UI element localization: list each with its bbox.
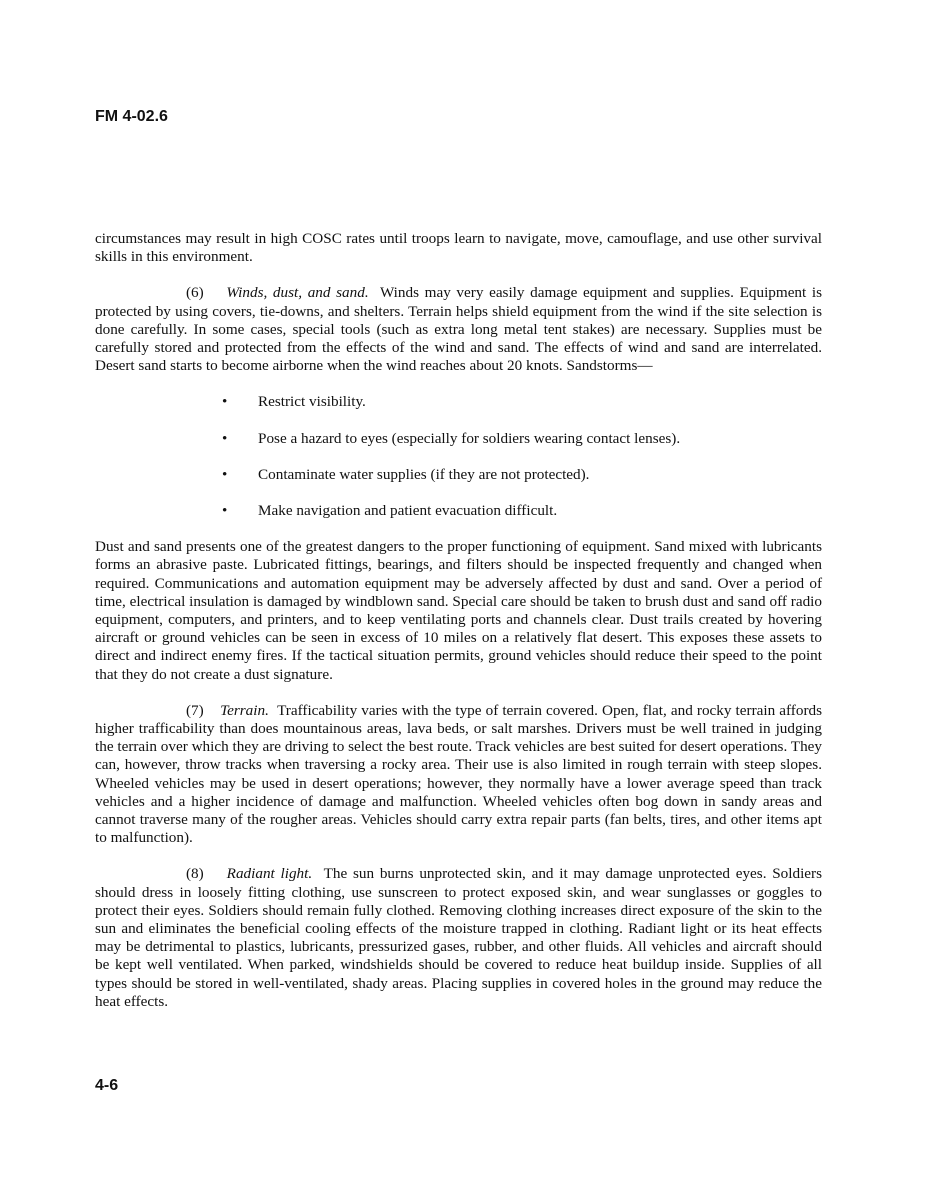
paragraph-dust-and-sand: Dust and sand presents one of the greatest dangers to the proper functioning of equipment. Sand mixed with lubricants forms an abrasive paste. Lubricated fittings, bearings, and filters should be inspected frequently and changed when required. Communications and automation equipment may be adversely affected by dust and sand. Over a period of time, electrical insulation is damaged by windblown sand. Special care should be taken to brush dust and sand off radio equipment, computers, and printers, and to keep ventilating ports and channels clear. Dust trails created by hovering aircraft or ground vehicles can be seen in excess of 10 miles on a relatively flat desert. This exposes these assets to direct and indirect enemy fires. If the tactical situation permits, ground vehicles should reduce their speed to the point that they do not create a dust signature. <box>95 538 822 683</box>
paragraph-title: Terrain. <box>220 701 269 719</box>
paragraph-continuation: circumstances may result in high COSC rates until troops learn to navigate, move, camouflage, and use other survival skills in this environment. <box>95 230 822 266</box>
paragraph-number: (6) <box>186 284 204 302</box>
list-item: • Pose a hazard to eyes (especially for soldiers wearing contact lenses). <box>222 429 681 447</box>
list-item: • Make navigation and patient evacuation difficult. <box>222 501 558 519</box>
list-item: • Contaminate water supplies (if they are not protected). <box>222 465 590 483</box>
bullet-icon: • <box>222 429 228 447</box>
paragraph-radiant-light <box>95 865 822 1011</box>
paragraph-number: (7) <box>186 701 204 719</box>
sandstorm-effects-list <box>95 393 822 520</box>
paragraph-text: The sun burns unprotected skin, and it may damage unprotected eyes. Soldiers should dress in loosely fitting clothing, use sunscreen to protect exposed skin, and wear sunglasses or goggles to protect their eyes. Soldiers should remain fully clothed. Removing clothing increases direct exposure of the skin to the sun and eliminates the beneficial cooling effects of the moisture trapped in clothing. Radiant light or its heat effects may be detrimental to plastics, lubricants, pressurized gases, rubber, and other fluids. All vehicles and aircraft should be kept well ventilated. When parked, windshields should be covered to reduce heat buildup inside. Supplies of all types should be stored in well-ventilated, shady areas. Placing supplies in covered holes in the ground may reduce the heat effects. <box>95 865 823 1010</box>
paragraph-title: Winds, dust, and sand. <box>226 284 369 302</box>
paragraph-terrain <box>95 702 822 848</box>
paragraph-text: Trafficability varies with the type of terrain covered. Open, flat, and rocky terrain affords higher trafficability than does mountainous areas, lava beds, or salt marshes. Drivers must be well trained in judging the terrain over which they are driving to select the best route. Track vehicles are best suited for desert operations. They can, however, throw tracks when traversing a rocky area. Their use is also limited in rough terrain with steep slopes. Wheeled vehicles may be used in desert operations; however, they normally have a lower average speed than track vehicles and a higher incidence of damage and malfunction. Wheeled vehicles often bog down in sandy areas and cannot traverse many of the rougher areas. Vehicles should carry extra repair parts (fan belts, tires, and other items apt to malfunction). <box>95 701 823 847</box>
bullet-icon: • <box>222 465 228 483</box>
page-number-footer: 4-6 <box>95 1077 119 1094</box>
list-item: • Restrict visibility. <box>222 393 366 411</box>
bullet-icon: • <box>222 501 228 519</box>
paragraph-text: Winds may very easily damage equipment and supplies. Equipment is protected by using covers, tie-downs, and shelters. Terrain helps shield equipment from the wind if the site selection is done carefully. In some cases, special tools (such as extra long metal tent stakes) are necessary. Supplies must be carefully stored and protected from the effects of the wind and sand. The effects of wind and sand are interrelated. Desert sand starts to become airborne when the wind reaches about 20 knots. Sandstorms— <box>95 284 823 375</box>
paragraph-winds-dust-sand <box>95 284 822 375</box>
document-id-header: FM 4-02.6 <box>95 108 168 125</box>
paragraph-number: (8) <box>186 865 204 883</box>
paragraph-title: Radiant light. <box>226 865 313 883</box>
bullet-icon: • <box>222 393 228 411</box>
document-body <box>95 230 822 1011</box>
